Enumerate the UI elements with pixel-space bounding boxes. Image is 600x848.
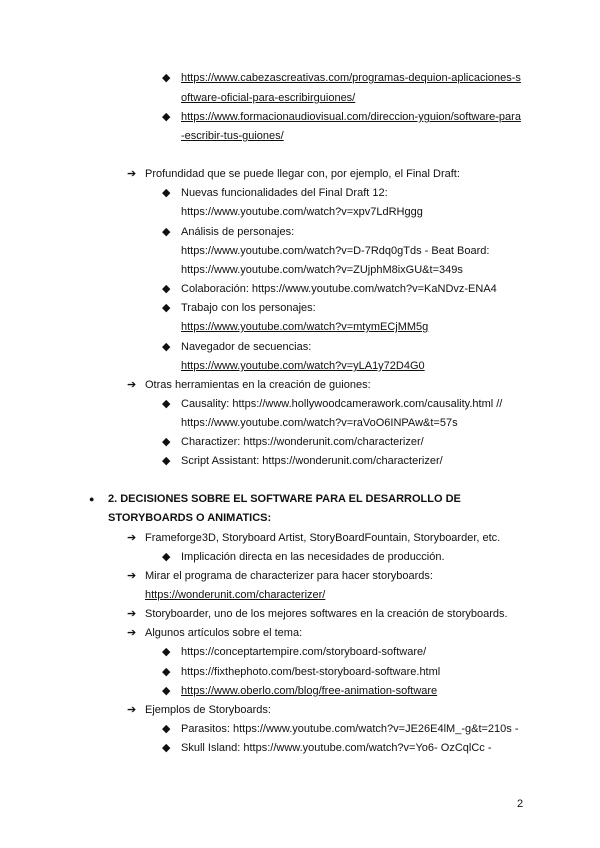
list-item-url: https://www.youtube.com/watch?v=D-7Rdq0gTds - Beat Board: [181,245,490,257]
diamond-bullet-icon: ◆ [162,341,171,353]
diamond-bullet-icon: ◆ [162,646,171,658]
list-item: Trabajo con los personajes: [181,302,316,314]
diamond-bullet-icon: ◆ [162,551,171,563]
implicacion-text: Implicación directa en las necesidades de producción. [181,551,445,563]
profundidad-label: Profundidad que se puede llegar con, por ejemplo, el Final Draft: [145,168,460,180]
section-heading: 2. DECISIONES SOBRE EL SOFTWARE PARA EL DESARROLLO DE [108,493,461,505]
example-text: Parasitos: https://www.youtube.com/watch?v=JE26E4lM_-g&t=210s - [181,723,519,735]
frameforge-text: Frameforge3D, Storyboard Artist, StoryBoardFountain, Storyboarder, etc. [145,532,501,544]
arrow-bullet-icon: ➔ [127,704,137,716]
diamond-bullet-icon: ◆ [162,283,171,295]
diamond-bullet-icon: ◆ [162,398,171,410]
arrow-bullet-icon: ➔ [127,379,137,391]
diamond-bullet-icon: ◆ [162,187,171,199]
algunos-text: Algunos artículos sobre el tema: [145,627,303,639]
diamond-bullet-icon: ◆ [162,685,171,697]
link-cabezascreativas[interactable]: https://www.cabezascreativas.com/programas-dequion-aplicaciones-s [181,72,521,84]
arrow-bullet-icon: ➔ [127,627,137,639]
example-text: Skull Island: https://www.youtube.com/watch?v=Yo6- OzCqlCc - [181,742,492,754]
diamond-bullet-icon: ◆ [162,666,171,678]
storyboarder-text: Storyboarder, uno de los mejores softwares en la creación de storyboards. [145,608,508,620]
link-oberlo[interactable]: https://www.oberlo.com/blog/free-animation-software [181,685,438,697]
diamond-bullet-icon: ◆ [162,723,171,735]
page-number: 2 [517,798,524,810]
link-formacionaudiovisual[interactable]: https://www.formacionaudiovisual.com/direccion-yguion/software-para [181,111,521,123]
diamond-bullet-icon: ◆ [162,742,171,754]
diamond-bullet-icon: ◆ [162,455,171,467]
diamond-bullet-icon: ◆ [162,72,171,84]
diamond-bullet-icon: ◆ [162,436,171,448]
link-navegador-secuencias[interactable]: https://www.youtube.com/watch?v=yLA1y72D4G0 [181,360,425,372]
list-item-url: https://www.youtube.com/watch?v=ZUjphM8ixGU&t=349s [181,264,463,276]
link-cabezascreativas-cont[interactable]: oftware-oficial-para-escribirguiones/ [181,92,356,104]
diamond-bullet-icon: ◆ [162,226,171,238]
mirar-text: Mirar el programa de characterizer para hacer storyboards: [145,570,433,582]
list-item: Colaboración: https://www.youtube.com/watch?v=KaNDvz-ENA4 [181,283,497,295]
section-heading-cont: STORYBOARDS O ANIMATICS: [108,512,272,524]
round-bullet-icon: ● [89,494,95,504]
article-url: https://fixthephoto.com/best-storyboard-software.html [181,666,441,678]
arrow-bullet-icon: ➔ [127,532,137,544]
arrow-bullet-icon: ➔ [127,608,137,620]
list-item: Navegador de secuencias: [181,341,312,353]
link-formacionaudiovisual-cont[interactable]: -escribir-tus-guiones/ [181,130,284,142]
ejemplos-text: Ejemplos de Storyboards: [145,704,271,716]
diamond-bullet-icon: ◆ [162,302,171,314]
list-item: Análisis de personajes: [181,226,295,238]
list-item: Nuevas funcionalidades del Final Draft 12: [181,187,388,199]
list-item: Charactizer: https://wonderunit.com/characterizer/ [181,436,424,448]
arrow-bullet-icon: ➔ [127,570,137,582]
link-trabajo-personajes[interactable]: https://www.youtube.com/watch?v=mtymECjMM5g [181,321,429,333]
list-item-url: https://www.youtube.com/watch?v=raVoO6INPAw&t=57s [181,417,458,429]
article-url: https://conceptartempire.com/storyboard-software/ [181,646,427,658]
diamond-bullet-icon: ◆ [162,111,171,123]
list-item-url: https://www.youtube.com/watch?v=xpv7LdRHggg [181,206,423,218]
list-item: Causality: https://www.hollywoodcamerawork.com/causality.html // [181,398,503,410]
list-item: Script Assistant: https://wonderunit.com/characterizer/ [181,455,443,467]
link-characterizer[interactable]: https://wonderunit.com/characterizer/ [145,589,326,601]
arrow-bullet-icon: ➔ [127,168,137,180]
otras-label: Otras herramientas en la creación de guiones: [145,379,371,391]
